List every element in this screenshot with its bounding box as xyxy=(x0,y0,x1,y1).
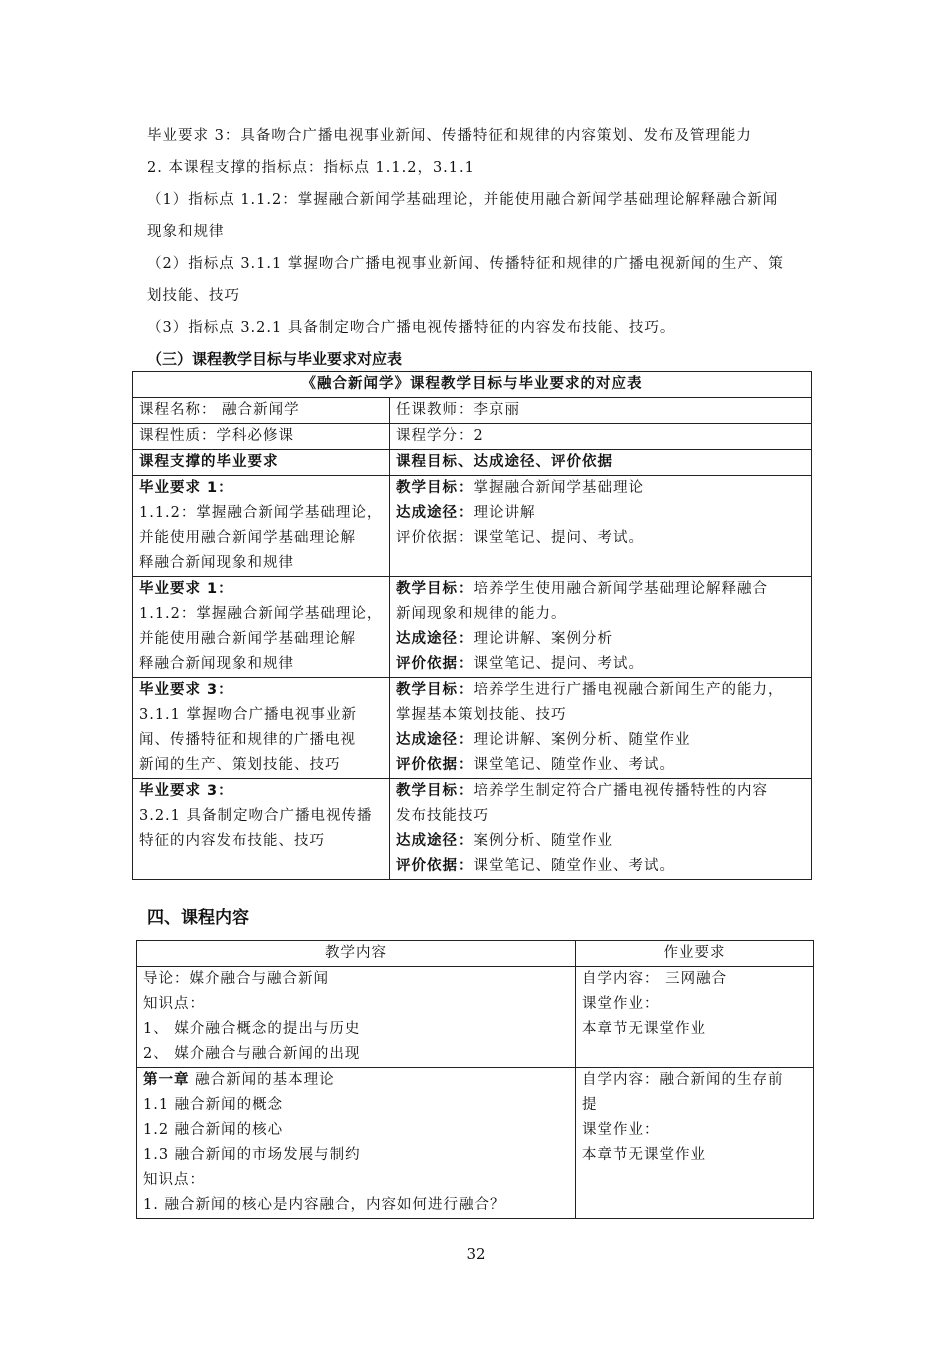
content-line: 1.3 融合新闻的市场发展与制约 xyxy=(143,1147,361,1163)
eval-label: 评价依据： xyxy=(396,656,474,672)
eval-text: 课堂笔记、随堂作业、考试。 xyxy=(473,858,675,874)
path-label: 达成途径： xyxy=(396,505,474,521)
goal-text: 培养学生使用融合新闻学基础理论解释融合 xyxy=(473,581,768,597)
content-line: 1. 融合新闻的核心是内容融合，内容如何进行融合？ xyxy=(143,1197,506,1213)
goal-label: 教学目标： xyxy=(396,480,474,496)
credits-cell: 课程学分：2 xyxy=(390,424,812,450)
chapter-title: 融合新闻的基本理论 xyxy=(189,1072,335,1088)
grad-req-line: 闻、传播特征和规律的广播电视 xyxy=(139,732,356,748)
paragraph-indicator-points: 2. 本课程支撑的指标点：指标点 1.1.2，3.1.1 xyxy=(147,160,475,176)
eval-label: 评价依据： xyxy=(396,757,474,773)
paragraph-indicator-1-cont: 现象和规律 xyxy=(147,224,225,240)
goal-label: 教学目标： xyxy=(396,581,474,597)
grad-req-title: 毕业要求 3： xyxy=(139,783,234,799)
grad-req-line: 新闻的生产、策划技能、技巧 xyxy=(139,757,341,773)
header-grad-req: 课程支撑的毕业要求 xyxy=(133,450,390,476)
grad-req-line: 3.1.1 掌握吻合广播电视事业新 xyxy=(139,707,358,723)
table-row xyxy=(137,967,814,1068)
goal-label: 教学目标： xyxy=(396,682,474,698)
eval-text: 课堂笔记、提问、考试。 xyxy=(473,530,644,546)
homework-line: 本章节无课堂作业 xyxy=(582,1021,706,1037)
path-text: 案例分析、随堂作业 xyxy=(473,833,613,849)
goal-text-cont: 发布技能技巧 xyxy=(396,808,489,824)
chapter-number: 第一章 xyxy=(143,1072,190,1088)
goal-text-cont: 新闻现象和规律的能力。 xyxy=(396,606,567,622)
goal-text: 掌握融合新闻学基础理论 xyxy=(473,480,644,496)
course-content-table xyxy=(136,940,814,1219)
grad-req-line: 1.1.2：掌握融合新闻学基础理论， xyxy=(139,606,383,622)
content-line: 2、 媒介融合与融合新闻的出现 xyxy=(143,1046,361,1062)
objectives-table-title: 《融合新闻学》课程教学目标与毕业要求的对应表 xyxy=(133,372,812,398)
homework-line: 课堂作业： xyxy=(582,1122,660,1138)
content-line: 知识点： xyxy=(143,996,205,1012)
grad-req-line: 1.1.2：掌握融合新闻学基础理论， xyxy=(139,505,383,521)
paragraph-grad-req-3: 毕业要求 3：具备吻合广播电视事业新闻、传播特征和规律的内容策划、发布及管理能力 xyxy=(147,128,752,144)
table-row xyxy=(133,779,812,880)
grad-req-title: 毕业要求 1： xyxy=(139,480,234,496)
goal-text: 培养学生制定符合广播电视传播特性的内容 xyxy=(473,783,768,799)
homework-cell xyxy=(576,967,814,1068)
grad-req-line: 释融合新闻现象和规律 xyxy=(139,656,294,672)
path-label: 达成途径： xyxy=(396,732,474,748)
eval-text: 课堂笔记、随堂作业、考试。 xyxy=(473,757,675,773)
section-3-heading: （三）课程教学目标与毕业要求对应表 xyxy=(147,350,403,368)
header-homework: 作业要求 xyxy=(576,941,814,967)
path-label: 达成途径： xyxy=(396,833,474,849)
table-row xyxy=(133,577,812,678)
objective-cell xyxy=(390,476,812,577)
paragraph-indicator-2-cont: 划技能、技巧 xyxy=(147,288,240,304)
homework-line: 自学内容： 三网融合 xyxy=(582,971,728,987)
table-row xyxy=(133,476,812,577)
paragraph-indicator-2: （2）指标点 3.1.1 掌握吻合广播电视事业新闻、传播特征和规律的广播电视新闻的生产、策 xyxy=(147,256,784,272)
objective-cell xyxy=(390,779,812,880)
goal-text-cont: 掌握基本策划技能、技巧 xyxy=(396,707,567,723)
course-nature-cell: 课程性质：学科必修课 xyxy=(133,424,390,450)
teacher-cell: 任课教师：李京丽 xyxy=(390,398,812,424)
homework-line: 提 xyxy=(582,1097,598,1113)
grad-req-cell xyxy=(133,476,390,577)
grad-req-line: 并能使用融合新闻学基础理论解 xyxy=(139,530,356,546)
table-row xyxy=(133,678,812,779)
homework-cell xyxy=(576,1068,814,1219)
grad-req-cell xyxy=(133,577,390,678)
grad-req-line: 特征的内容发布技能、技巧 xyxy=(139,833,325,849)
course-name-cell: 课程名称： 融合新闻学 xyxy=(133,398,390,424)
header-teaching-content: 教学内容 xyxy=(137,941,576,967)
content-line: 知识点： xyxy=(143,1172,205,1188)
path-label: 达成途径： xyxy=(396,631,474,647)
table-row xyxy=(137,1068,814,1219)
paragraph-indicator-3: （3）指标点 3.2.1 具备制定吻合广播电视传播特征的内容发布技能、技巧。 xyxy=(147,320,676,336)
objective-cell xyxy=(390,577,812,678)
content-cell xyxy=(137,1068,576,1219)
goal-label: 教学目标： xyxy=(396,783,474,799)
path-text: 理论讲解、案例分析、随堂作业 xyxy=(473,732,691,748)
header-objectives: 课程目标、达成途径、评价依据 xyxy=(390,450,812,476)
content-line: 1、 媒介融合概念的提出与历史 xyxy=(143,1021,361,1037)
eval-label: 评价依据： xyxy=(396,530,474,546)
content-line: 1.1 融合新闻的概念 xyxy=(143,1097,284,1113)
path-text: 理论讲解、案例分析 xyxy=(473,631,613,647)
homework-line: 本章节无课堂作业 xyxy=(582,1147,706,1163)
grad-req-line: 3.2.1 具备制定吻合广播电视传播 xyxy=(139,808,373,824)
page-number: 32 xyxy=(466,1245,486,1263)
objectives-table xyxy=(132,371,812,880)
grad-req-title: 毕业要求 3： xyxy=(139,682,234,698)
objective-cell xyxy=(390,678,812,779)
eval-label: 评价依据： xyxy=(396,858,474,874)
content-line: 1.2 融合新闻的核心 xyxy=(143,1122,284,1138)
chapter-title: 导论：媒介融合与融合新闻 xyxy=(143,971,329,987)
homework-line: 自学内容：融合新闻的生存前 xyxy=(582,1072,784,1088)
grad-req-line: 并能使用融合新闻学基础理论解 xyxy=(139,631,356,647)
grad-req-cell xyxy=(133,779,390,880)
path-text: 理论讲解 xyxy=(473,505,536,521)
eval-text: 课堂笔记、提问、考试。 xyxy=(473,656,644,672)
grad-req-cell xyxy=(133,678,390,779)
paragraph-indicator-1: （1）指标点 1.1.2：掌握融合新闻学基础理论，并能使用融合新闻学基础理论解释融合新闻 xyxy=(147,192,779,208)
grad-req-title: 毕业要求 1： xyxy=(139,581,234,597)
section-4-heading: 四、课程内容 xyxy=(147,908,249,928)
goal-text: 培养学生进行广播电视融合新闻生产的能力， xyxy=(473,682,784,698)
homework-line: 课堂作业： xyxy=(582,996,660,1012)
grad-req-line: 释融合新闻现象和规律 xyxy=(139,555,294,571)
content-cell xyxy=(137,967,576,1068)
